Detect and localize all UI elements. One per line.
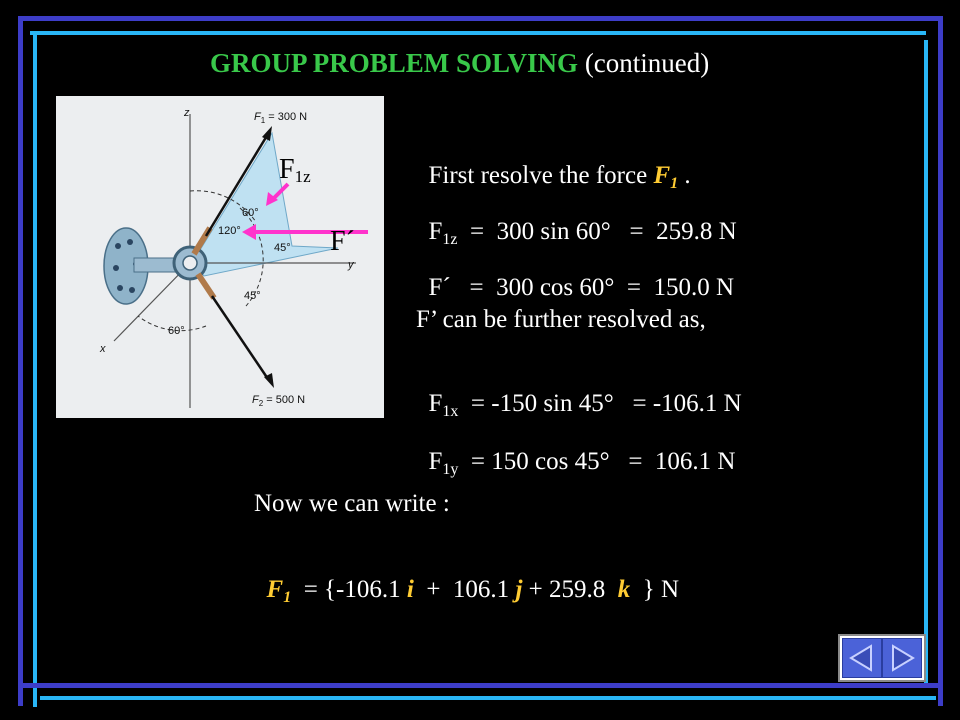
line-f1x: $F_{1x} = -150$ sin 45° = -106.1 N (428, 390, 742, 420)
next-triangle-icon (883, 639, 921, 677)
title-plain: (continued) (578, 48, 710, 78)
title-bold: GROUP PROBLEM SOLVING (210, 48, 579, 78)
f1z-overlay-label: $F_{1z}$ (279, 154, 311, 186)
line-further-resolved: F’ can be further resolved as, (416, 306, 706, 333)
frame-right-bar-cyan (924, 40, 928, 686)
frame-right-bar-blue (938, 16, 943, 706)
frame-top-bar-cyan (30, 31, 926, 35)
angle-label-45a: 45° (274, 242, 291, 254)
f2-arrow-line (212, 296, 268, 379)
f1-value-label: $F_1 = 300$ N (254, 111, 308, 125)
line-now-write: Now we can write : (254, 490, 450, 517)
axis-x-label: x (100, 343, 106, 355)
axis-y-label: y (348, 259, 354, 271)
frame-left-bar-cyan (33, 31, 37, 707)
line-f1z: $F_{1z} = 300$ sin 60° = 259.8 N (428, 218, 737, 248)
next-slide-button[interactable] (882, 638, 922, 678)
angle-label-60: 60° (242, 207, 259, 219)
axis-z-label: z (184, 107, 190, 119)
line-f1y: $F_{1y} = 150$ cos 45° = 106.1 N (428, 448, 736, 478)
frame-bottom-bar-blue (18, 683, 940, 688)
frame-top-bar-blue (18, 16, 940, 21)
line-resolve-force: First resolve the force $F_1$ . (428, 162, 691, 192)
fprime-overlay-label: F´ (330, 226, 355, 257)
frame-bottom-bar-cyan (40, 696, 936, 700)
shaded-plane (192, 133, 338, 276)
frame-left-bar-blue (18, 16, 23, 706)
force-diagram-figure (56, 96, 384, 418)
f2-value-label: $F_2 = 500$ N (252, 394, 306, 408)
prev-triangle-icon (843, 639, 881, 677)
line-f1-vector: $F_1 = \{-106.1$ i + 106.1 j + 259.8 k } N (266, 576, 680, 606)
angle-label-60b: 60° (168, 325, 185, 337)
slide-navigation (838, 634, 926, 682)
angle-label-120: 120° (218, 225, 241, 237)
page-title (210, 48, 709, 79)
strap-f2 (198, 274, 214, 298)
prev-slide-button[interactable] (842, 638, 882, 678)
angle-label-45b: 45° (244, 290, 261, 302)
line-fprime: F´ = 300 cos 60° = 150.0 N (428, 274, 735, 301)
